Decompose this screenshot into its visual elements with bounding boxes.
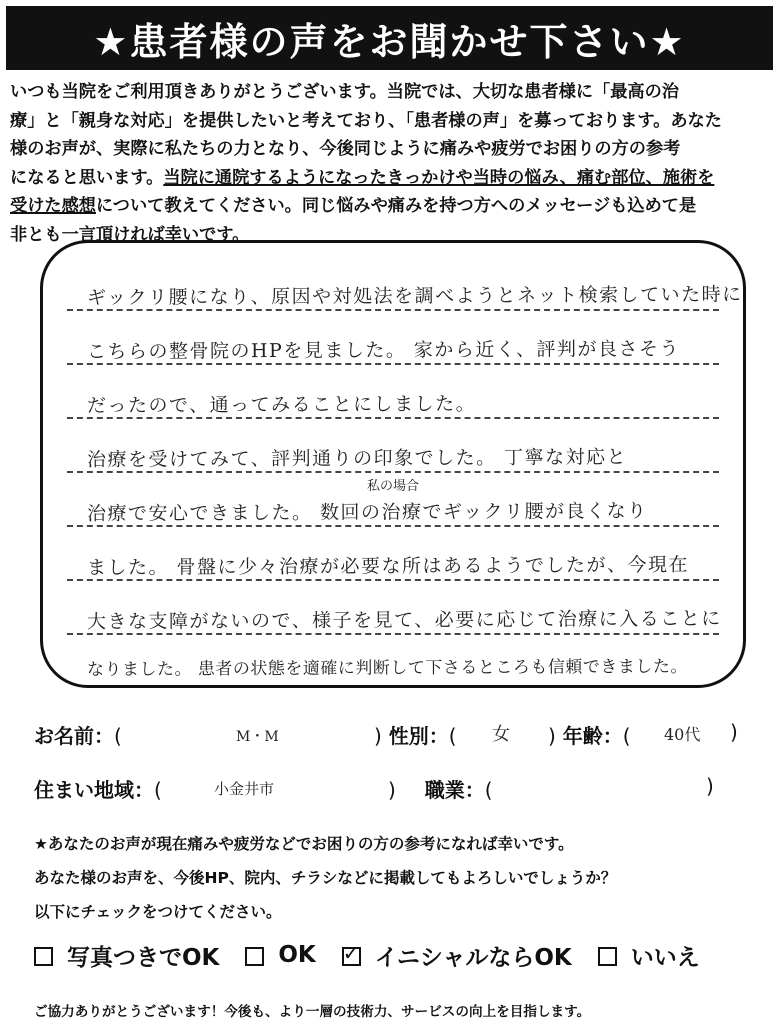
consent-line: ★あなたのお声が現在痛みや疲労などでお困りの方の参考になれば幸いです。: [34, 835, 574, 853]
name-label: お名前：: [34, 724, 114, 748]
letter-box: [40, 240, 746, 688]
close-paren: ): [388, 778, 396, 802]
open-paren: (: [622, 724, 631, 748]
option-initials-ok[interactable]: [342, 939, 572, 972]
age-close: [730, 720, 738, 744]
consent-line: あなた様のお声を、今後HP、院内、チラシなどに掲載してもよろしいでしょうか？: [34, 869, 617, 887]
area-field: [34, 774, 162, 803]
intro-line: [10, 164, 770, 193]
checkbox-icon[interactable]: [34, 947, 53, 966]
option-photo-ok[interactable]: [34, 939, 219, 972]
intro-text: になると思います。: [10, 167, 164, 188]
close-paren: ): [548, 724, 556, 748]
letter-line: だったので、通ってみることにしました。: [86, 392, 477, 417]
name-value: M・M: [236, 729, 279, 745]
option-ok[interactable]: [245, 942, 315, 968]
open-paren: (: [114, 724, 122, 748]
insert-note: 私の場合: [367, 479, 420, 494]
letter-line: こちらの整骨院のHPを見ました。 家から近く、評判が良さそう: [86, 337, 681, 363]
gender-field: [374, 720, 457, 749]
intro-line: [10, 192, 770, 221]
footer-message: ご協力ありがとうございます！今後も、より一層の技術力、サービスの向上を目指します。: [34, 1004, 591, 1020]
close-paren: ): [730, 720, 738, 744]
letter-line: 治療で安心できました。 数回の治療でギックリ腰が良くなり: [86, 500, 648, 525]
job-field: [388, 774, 493, 803]
job-label: 職業：: [424, 778, 485, 802]
letter-line: ギックリ腰になり、原因や対処法を調べようとネット検索していた時に: [86, 283, 743, 309]
area-value: 小金井市: [214, 780, 275, 798]
gender-value: 女: [492, 724, 510, 745]
intro-paragraph: [10, 78, 770, 249]
open-paren: (: [154, 778, 162, 802]
letter-line: 大きな支障がないので、様子を見て、必要に応じて治療に入ることに: [86, 607, 722, 633]
intro-line: 非とも一言頂ければ幸いです。: [10, 224, 250, 245]
close-paren: ): [706, 774, 714, 798]
open-paren: (: [448, 724, 457, 748]
checkbox-icon[interactable]: [245, 947, 264, 966]
option-label: イニシャルならOK: [374, 944, 572, 971]
intro-line: いつも当院をご利用頂きありがとうございます。当院では、大切な患者様に「最高の治: [10, 82, 679, 102]
consent-options: [34, 938, 754, 972]
letter-line: 治療を受けてみて、評判通りの印象でした。 丁寧な対応と: [86, 446, 628, 471]
intro-underlined: 当院に通院するようになったきっかけや当時の悩み、痛む部位、施術を: [163, 167, 715, 188]
letter-line: なりました。 患者の状態を適確に判断して下さるところも信頼できました。: [86, 656, 688, 680]
option-label: OK: [278, 942, 316, 968]
open-paren: (: [484, 778, 493, 802]
area-label: 住まい地域：: [34, 778, 154, 802]
close-paren: ): [374, 724, 382, 748]
name-field: [34, 720, 122, 749]
checkbox-checked-icon[interactable]: [342, 947, 361, 966]
checkbox-icon[interactable]: [598, 947, 617, 966]
intro-underlined: 受けた感想: [10, 196, 96, 216]
job-close: [706, 774, 714, 798]
option-label: いいえ: [630, 944, 700, 971]
intro-line: 様のお声が、実際に私たちの力となり、今後同じように痛みや疲労でお困りの方の参考: [10, 139, 681, 159]
option-no[interactable]: [598, 939, 700, 972]
age-field: [548, 720, 631, 749]
gender-label: 性別：: [388, 724, 449, 748]
letter-line: ました。 骨盤に少々治療が必要な所はあるようでしたが、今現在: [86, 553, 690, 579]
intro-text: について教えてください。同じ悩みや痛みを持つ方へのメッセージも込めて是: [95, 196, 697, 216]
age-value: 40代: [664, 725, 701, 744]
age-label: 年齢：: [562, 724, 623, 748]
intro-line: 療」と「親身な対応」を提供したいと考えており、「患者様の声」を募っております。あなた: [10, 110, 722, 131]
option-label: 写真つきでOK: [67, 944, 220, 971]
consent-line: 以下にチェックをつけてください。: [34, 903, 282, 921]
page-title: ★患者様の声をお聞かせ下さい★: [6, 6, 773, 70]
